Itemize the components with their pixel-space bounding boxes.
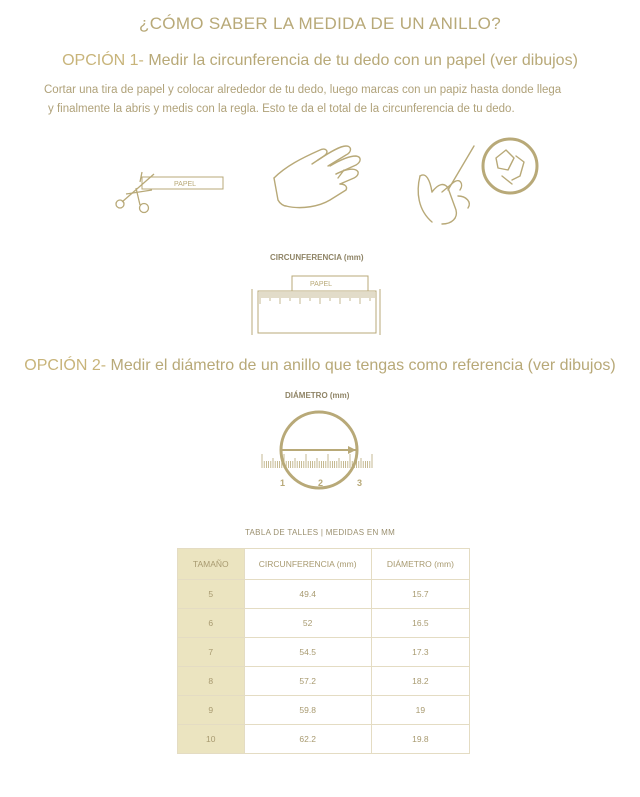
table-row [178, 667, 470, 696]
cell-circumference: 52 [244, 609, 371, 638]
cell-size: 10 [178, 725, 245, 754]
header-diameter: DIÁMETRO (mm) [371, 549, 469, 580]
option1-text: Medir la circunferencia de tu dedo con un papel (ver dibujos) [148, 52, 578, 69]
table-caption: TABLA DE TALLES | MEDIDAS EN MM [244, 528, 396, 537]
description-line-2: y finalmente la abris y medis con la regla. Esto te da el total de la circunferencia de tu dedo. [48, 103, 515, 115]
cell-circumference: 59.8 [244, 696, 371, 725]
header-size: TAMAÑO [178, 549, 245, 580]
header-circumference: CIRCUNFERENCIA (mm) [244, 549, 371, 580]
option1-description [44, 81, 614, 119]
ruler-mark-1: 1 [280, 478, 286, 488]
table-row [178, 696, 470, 725]
ruler-mark-2: 2 [318, 478, 324, 488]
cell-size: 5 [178, 580, 245, 609]
cell-circumference: 54.5 [244, 638, 371, 667]
cell-size: 9 [178, 696, 245, 725]
ruler-mark-3: 3 [357, 478, 363, 488]
cell-diameter: 18.2 [371, 667, 469, 696]
cell-diameter: 15.7 [371, 580, 469, 609]
option1-heading [0, 52, 640, 70]
hand-illustration [268, 140, 368, 216]
cell-diameter: 19 [371, 696, 469, 725]
cell-size: 6 [178, 609, 245, 638]
cell-diameter: 17.3 [371, 638, 469, 667]
circumference-caption: CIRCUNFERENCIA (mm) [270, 253, 364, 262]
option2-text: Medir el diámetro de un anillo que tengas como referencia (ver dibujos) [110, 357, 616, 374]
page-title: ¿CÓMO SABER LA MEDIDA DE UN ANILLO? [139, 14, 501, 33]
option2-label: OPCIÓN 2- [24, 357, 107, 374]
diameter-ring-illustration [258, 410, 378, 494]
table-header-row [178, 549, 470, 580]
cell-circumference: 57.2 [244, 667, 371, 696]
paper-label-1: PAPEL [174, 181, 197, 188]
table-row [178, 609, 470, 638]
circumference-ruler-illustration [250, 275, 382, 337]
sizes-table [177, 548, 470, 754]
cell-circumference: 49.4 [244, 580, 371, 609]
cell-diameter: 19.8 [371, 725, 469, 754]
diameter-caption: DIÁMETRO (mm) [285, 391, 350, 400]
description-line-1: Cortar una tira de papel y colocar alrededor de tu dedo, luego marcas con un papiz hasta donde llega [44, 84, 562, 96]
cell-size: 7 [178, 638, 245, 667]
option1-label: OPCIÓN 1- [62, 52, 144, 69]
scissors-paper-illustration [112, 168, 228, 216]
option2-heading [0, 357, 640, 375]
marking-illustration [412, 136, 540, 228]
cell-diameter: 16.5 [371, 609, 469, 638]
cell-circumference: 62.2 [244, 725, 371, 754]
paper-label-2: PAPEL [310, 281, 333, 288]
table-row [178, 638, 470, 667]
table-row [178, 725, 470, 754]
cell-size: 8 [178, 667, 245, 696]
table-row [178, 580, 470, 609]
